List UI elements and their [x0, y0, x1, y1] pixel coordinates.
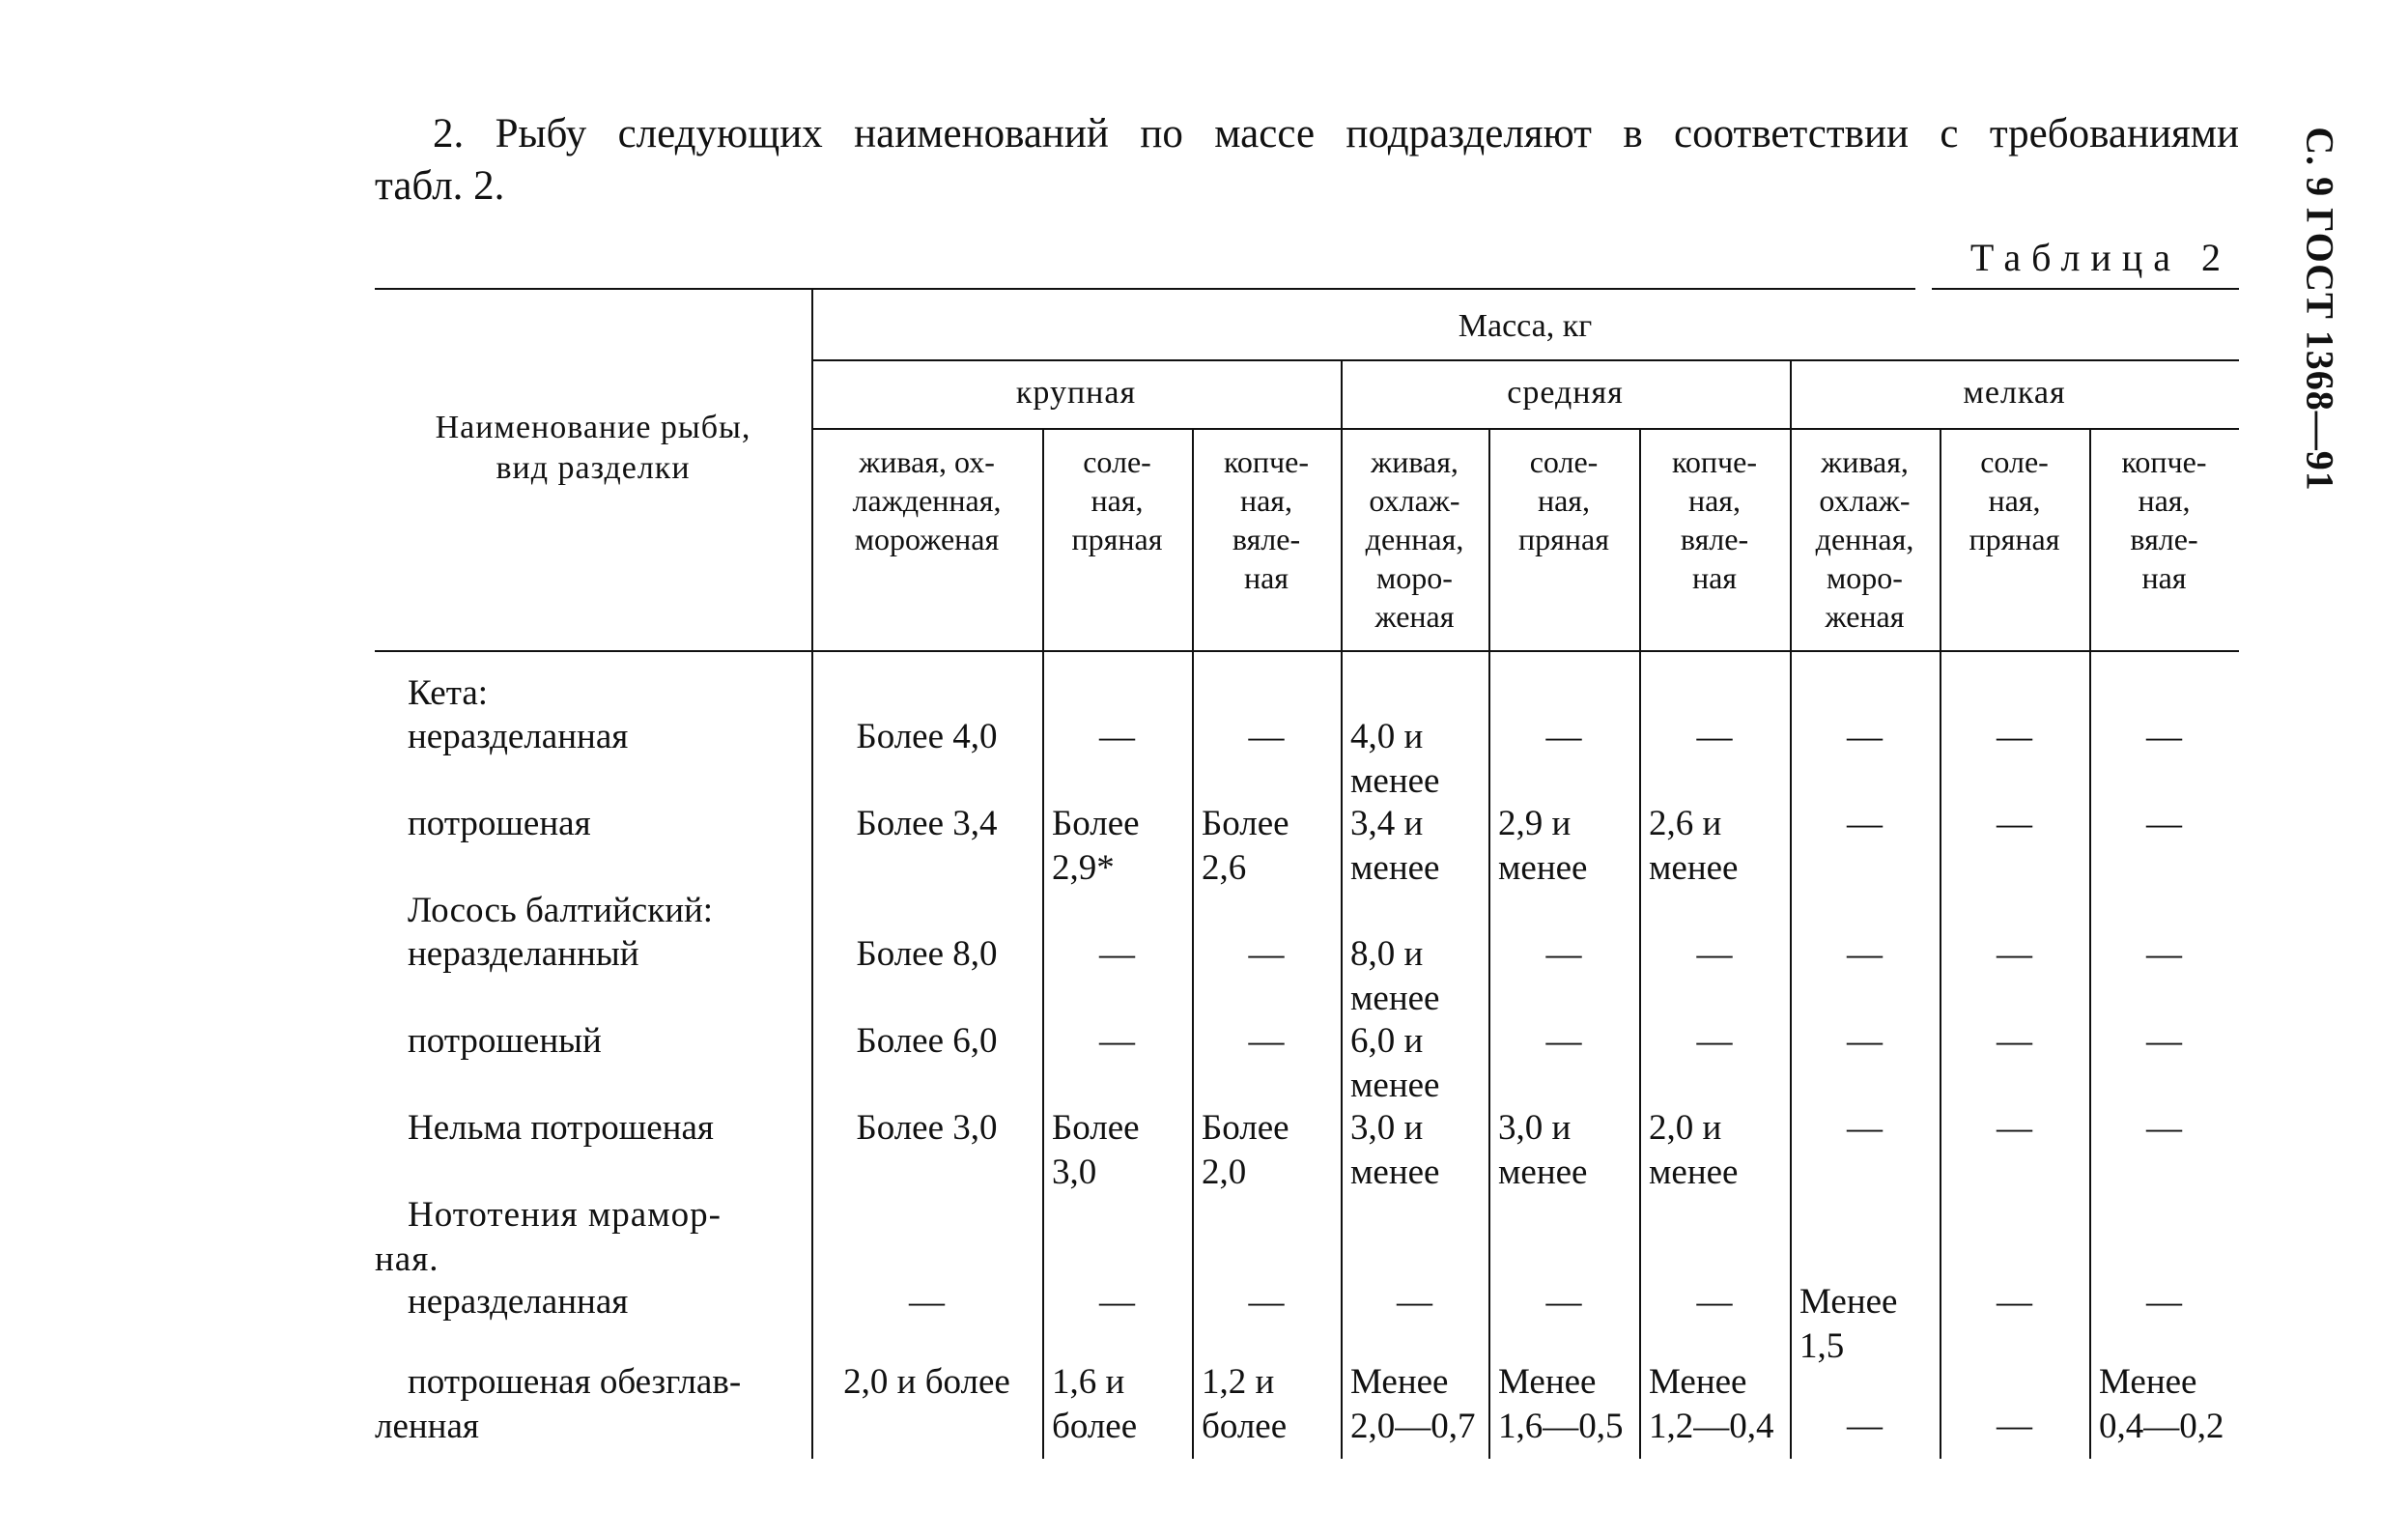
empty-dash-cell: — [1847, 1406, 1883, 1445]
group-header-rule [811, 428, 2239, 430]
group-header: крупная [1015, 375, 1137, 411]
table-cell: Более 6,0 [856, 1021, 998, 1061]
table-cell: Более 3,4 [856, 804, 998, 843]
name-column-header: Наименование рыбы, вид разделки [435, 410, 751, 486]
empty-dash-cell: — [2146, 1021, 2182, 1061]
empty-dash-cell: — [2146, 804, 2182, 843]
column-header: живая, ох- лажденная, мороженая [852, 444, 1002, 556]
empty-dash-cell: — [1248, 1021, 1285, 1061]
table-cell: Более 3,0 [856, 1108, 998, 1148]
empty-dash-cell: — [1847, 1021, 1883, 1061]
header-bottom-rule [375, 650, 2239, 652]
table-cell: 1,2 и более [1202, 1362, 1288, 1446]
empty-dash-cell: — [1847, 717, 1883, 756]
mass-header: Масса, кг [1458, 308, 1593, 344]
empty-dash-cell: — [2146, 934, 2182, 974]
row-name: потрошеная обезглав- ленная [375, 1362, 742, 1446]
empty-dash-cell: — [1545, 934, 1582, 974]
row-name: Нельма потрошеная [408, 1108, 714, 1148]
table-cell: Более 3,0 [1052, 1108, 1140, 1192]
table-cell: Более 2,9* [1052, 804, 1140, 888]
empty-dash-cell: — [1099, 934, 1135, 974]
running-header [2291, 126, 2349, 493]
empty-dash-cell: — [1397, 1282, 1432, 1322]
column-header: живая, охлаж- денная, моро- женая [1365, 444, 1464, 634]
group-header: мелкая [1963, 375, 2066, 411]
row-name: Нототения мрамор- ная. [375, 1195, 722, 1279]
table-cell: 2,6 и менее [1649, 804, 1739, 888]
empty-dash-cell: — [1248, 1282, 1285, 1322]
table-cell: Более 2,6 [1202, 804, 1289, 888]
empty-dash-cell: — [1997, 804, 2032, 843]
row-name: неразделанная [408, 717, 629, 756]
empty-dash-cell: — [1997, 1282, 2032, 1322]
row-name: потрошеная [408, 804, 591, 843]
row-name: неразделанный [408, 934, 639, 974]
table-cell: Более 4,0 [856, 717, 998, 756]
table-cell: Менее 2,0—0,7 [1350, 1362, 1476, 1446]
empty-dash-cell: — [909, 1282, 945, 1322]
table-cell: Менее 1,5 [1799, 1282, 1898, 1366]
empty-dash-cell: — [2146, 1108, 2182, 1148]
empty-dash-cell: — [2146, 1282, 2182, 1322]
empty-dash-cell: — [1696, 1021, 1733, 1061]
group-header: средняя [1507, 375, 1624, 411]
intro-paragraph [375, 108, 2239, 213]
table-cell: 1,6 и более [1052, 1362, 1138, 1446]
table-cell: 3,0 и менее [1350, 1108, 1440, 1192]
table-cell: 6,0 и менее [1350, 1021, 1440, 1105]
intro-line-1: 2. Рыбу следующих наименований по массе подразделяют в соответствии с требованиями [433, 111, 2239, 157]
table-top-rule [375, 288, 1915, 290]
column-header: копче- ная, вяле- ная [1672, 444, 1757, 595]
empty-dash-cell: — [1099, 1282, 1135, 1322]
row-name: потрошеный [408, 1021, 602, 1061]
column-header: соле- ная, пряная [1518, 444, 1609, 556]
empty-dash-cell: — [2146, 717, 2182, 756]
table-cell: 4,0 и менее [1350, 717, 1440, 801]
empty-dash-cell: — [1696, 934, 1733, 974]
table-cell: 2,9 и менее [1498, 804, 1588, 888]
table-cell: Менее 0,4—0,2 [2099, 1362, 2224, 1446]
table-cell: 2,0 и менее [1649, 1108, 1739, 1192]
empty-dash-cell: — [1248, 934, 1285, 974]
row-name: Кета: [408, 673, 489, 713]
row-name: неразделанная [408, 1282, 629, 1322]
table-cell: 2,0 и более [843, 1362, 1010, 1402]
empty-dash-cell: — [1545, 717, 1582, 756]
table-cell: 3,4 и менее [1350, 804, 1440, 888]
empty-dash-cell: — [1545, 1282, 1582, 1322]
column-header: соле- ная, пряная [1969, 444, 2060, 556]
empty-dash-cell: — [1545, 1021, 1582, 1061]
row-name: Лосось балтийский: [408, 891, 714, 930]
empty-dash-cell: — [1248, 717, 1285, 756]
table-cell: Более 8,0 [856, 934, 998, 974]
column-header: копче- ная, вяле- ная [2121, 444, 2207, 595]
empty-dash-cell: — [1696, 1282, 1733, 1322]
empty-dash-cell: — [1997, 934, 2032, 974]
empty-dash-cell: — [1099, 717, 1135, 756]
table-cell: 3,0 и менее [1498, 1108, 1588, 1192]
empty-dash-cell: — [1997, 717, 2032, 756]
intro-line-2: табл. 2. [375, 163, 505, 209]
empty-dash-cell: — [1997, 1021, 2032, 1061]
empty-dash-cell: — [1099, 1021, 1135, 1061]
table-cell: Менее 1,6—0,5 [1498, 1362, 1624, 1446]
empty-dash-cell: — [1997, 1108, 2032, 1148]
column-header: копче- ная, вяле- ная [1224, 444, 1309, 595]
table-cell: Менее 1,2—0,4 [1649, 1362, 1774, 1446]
table-cell: Более 2,0 [1202, 1108, 1289, 1192]
running-header-text: С. 9 ГОСТ 1368—91 [2298, 127, 2342, 492]
column-header: живая, охлаж- денная, моро- женая [1815, 444, 1914, 634]
table-top-rule-right [1932, 288, 2239, 290]
empty-dash-cell: — [1847, 934, 1883, 974]
empty-dash-cell: — [1847, 804, 1883, 843]
mass-header-rule [811, 359, 2239, 361]
empty-dash-cell: — [1997, 1406, 2032, 1445]
empty-dash-cell: — [1696, 717, 1733, 756]
table-cell: 8,0 и менее [1350, 934, 1440, 1018]
empty-dash-cell: — [1847, 1108, 1883, 1148]
table-label: Таблица 2 [1969, 236, 2231, 279]
column-header: соле- ная, пряная [1071, 444, 1163, 556]
